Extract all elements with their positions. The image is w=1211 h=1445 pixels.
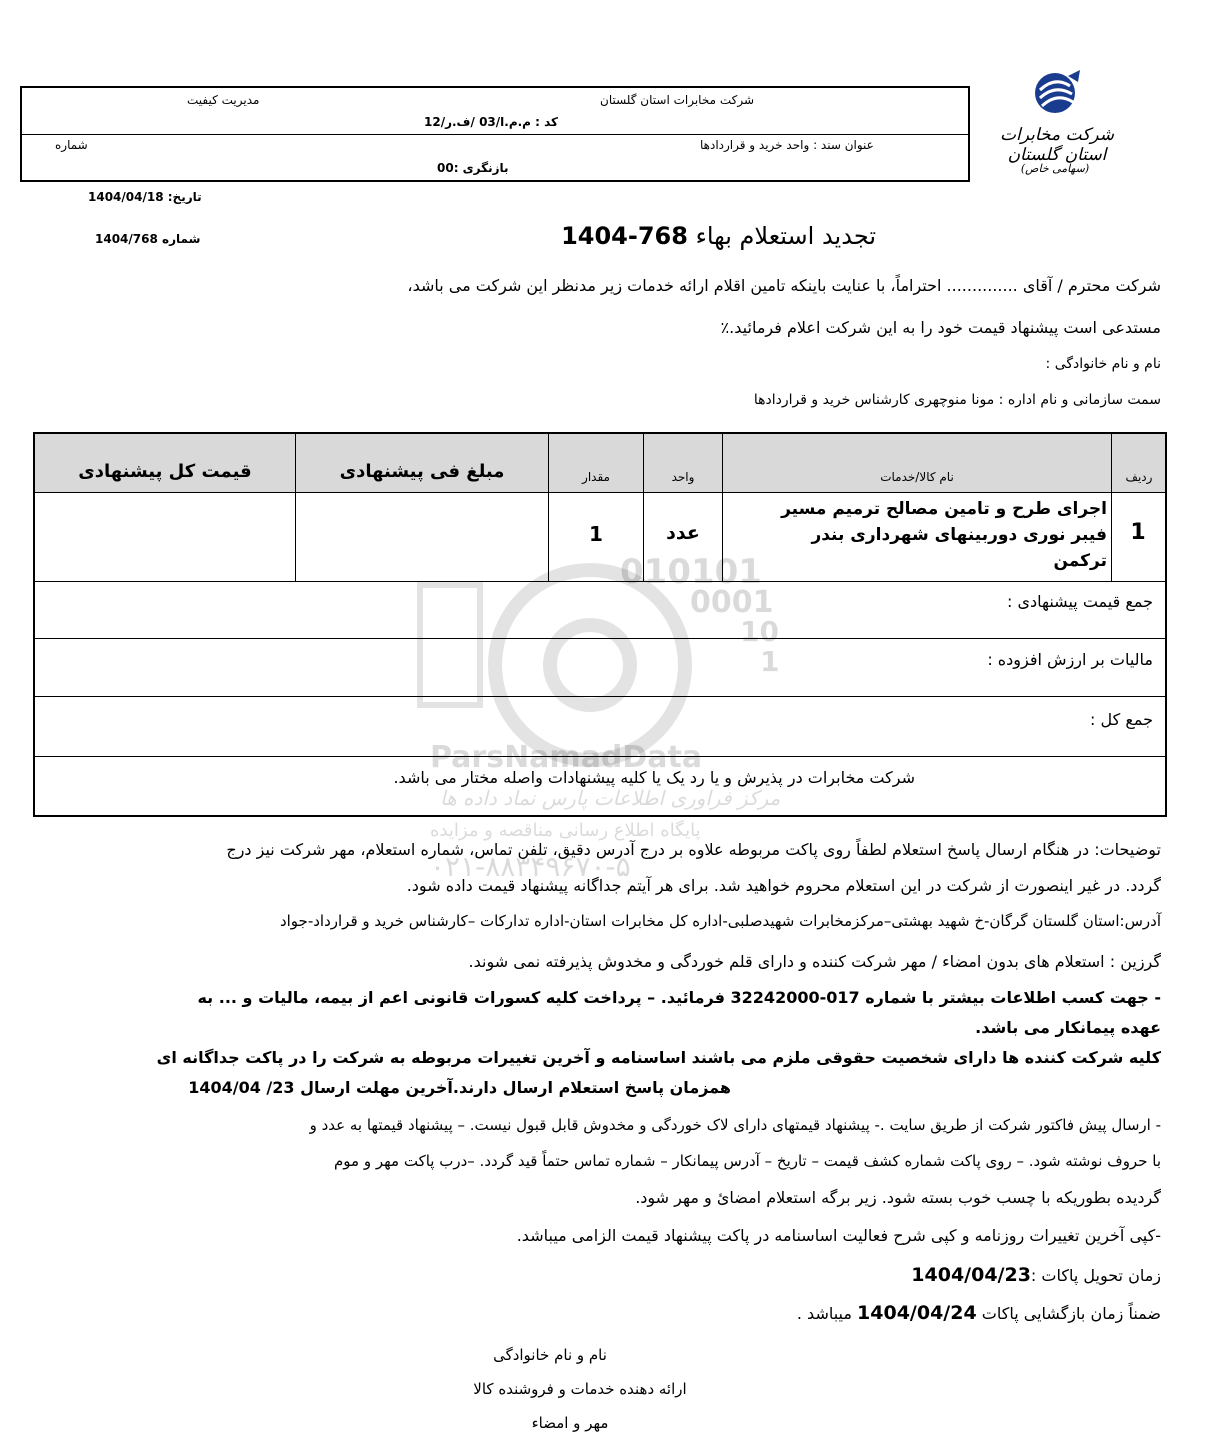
item-description [725, 496, 1107, 574]
watermark-digits-3: 10 [740, 615, 779, 648]
title-text: تجدید استعلام بهاء [695, 222, 876, 250]
item-description-line-3: ترکمن [1053, 551, 1107, 571]
row-number: 1 [1130, 520, 1146, 545]
document-subject: عنوان سند : واحد خرید و قراردادها [700, 138, 874, 152]
watermark-digits-1: 010101 [620, 552, 762, 592]
intro-line-2: مستدعی است پیشنهاد قیمت خود را به این شرکت اعلام فرمائید.٪ [720, 318, 1161, 337]
intro-line-1: شرکت محترم / آقای .............. احتراماً، با عنایت باینکه تامین اقلام ارائه خدمات زیر مدنظر این شرکت می باشد، [407, 276, 1161, 295]
col-header-unit-price: مبلغ فی پیشنهادی [339, 461, 505, 482]
note-1b: گردد. در غیر اینصورت از شرکت در این استعلام محروم خواهید شد. برای هر آیتم جداگانه پیشنهاد قیمت داده شود. [406, 876, 1161, 895]
item-qty: 1 [589, 522, 603, 546]
opening-time [797, 1302, 1161, 1324]
note-2b: گرزین : استعلام های بدون امضاء / مهر شرکت کننده و دارای قلم خوردگی و مخدوش پذیرفته نمی شوند. [468, 952, 1161, 971]
title-code: 768-1404 [561, 222, 688, 250]
company-name: شرکت مخابرات استان گلستان [600, 93, 754, 107]
total-price-field[interactable] [37, 494, 293, 580]
disclaimer: شرکت مخابرات در پذیرش و یا رد یک یا کلیه پیشنهادات واصله مختار می باشد. [393, 768, 915, 787]
price-inquiry-table [33, 432, 1167, 817]
reference-number: شماره 1404/768 [95, 232, 201, 246]
revision: بازنگری :00 [437, 161, 509, 175]
opening-date: 1404/04/24 [857, 1302, 977, 1324]
note-5c: گردیده بطوریکه با چسب خوب بسته شود. زیر برگه استعلام امضائ و مهر شود. [635, 1188, 1161, 1207]
logo-text: شرکت مخابرات استان گلستان [1000, 125, 1114, 165]
item-description-line-2: فیبر نوری دوربینهای شهرداری بندر [811, 525, 1107, 545]
col-header-unit: واحد [671, 470, 695, 484]
document-header-box [20, 86, 970, 182]
signature-stamp: مهر و امضاء [531, 1414, 609, 1432]
note-4b: همزمان پاسخ استعلام ارسال دارند.آخرین مهلت ارسال 23/ 1404/04 [188, 1078, 731, 1097]
number-label: شماره [55, 138, 88, 152]
col-header-qty: مقدار [582, 470, 610, 484]
vat-label: مالیات بر ارزش افزوده : [987, 650, 1153, 669]
watermark-brand: ParsNamadData [430, 740, 703, 775]
note-1a: توضیحات: در هنگام ارسال پاسخ استعلام لطفاً روی پاکت مربوطه علاوه بر درج آدرس دقیق، تلفن تماس، شماره استعلام، مهر شرکت نیز درج [226, 840, 1161, 859]
col-header-total-price: قیمت کل پیشنهادی [78, 461, 252, 482]
watermark-line-3: ۰۲۱-۸۸۳۴۹۶۷۰-۵ [430, 850, 631, 883]
department-name: مدیریت کیفیت [187, 93, 260, 107]
watermark-digits-4: 1 [760, 645, 780, 678]
watermark-line-2: پایگاه اطلاع رسانی مناقصه و مزایده [430, 820, 701, 841]
name-label: نام و نام خانوادگی : [1045, 356, 1161, 372]
note-6: -کپی آخرین تغییرات روزنامه و کپی شرح فعالیت اساسنامه در پاکت پیشنهاد قیمت الزامی میباشد. [516, 1226, 1161, 1245]
sum-label: جمع قیمت پیشنهادی : [1006, 592, 1153, 611]
item-unit: عدد [666, 522, 700, 544]
document-code: کد : م.م.ا/03 /ف.ر/12 [424, 115, 559, 129]
unit-price-field[interactable] [297, 494, 547, 580]
col-header-item: نام کالا/خدمات [880, 470, 954, 484]
delivery-time [911, 1264, 1161, 1286]
signature-name: نام و نام خانوادگی [493, 1346, 607, 1364]
watermark-digits-2: 0001 [690, 585, 774, 620]
page-title [561, 222, 876, 250]
delivery-date: 1404/04/23 [911, 1264, 1031, 1286]
note-2a: آدرس:استان گلستان گرگان-خ شهید بهشتی–مرکزمخابرات شهیدصلبی-اداره کل مخابرات استان-اداره تدارکات –کارشناس خرید و قرارداد-جواد [279, 912, 1161, 930]
opening-label: ضمناً زمان بازگشایی پاکات [981, 1304, 1161, 1323]
document-date: تاریخ: 1404/04/18 [88, 190, 202, 204]
position-line: سمت سازمانی و نام اداره : مونا منوچهری کارشناس خرید و قراردادها [753, 392, 1161, 408]
opening-suffix: میباشد . [796, 1304, 858, 1323]
item-description-line-1: اجرای طرح و تامین مصالح ترمیم مسیر [781, 499, 1107, 519]
note-4a: کلیه شرکت کننده ها دارای شخصیت حقوقی ملزم می باشند اساسنامه و آخرین تغییرات مربوطه به شرکت را در پاکت جداگانه ای [156, 1048, 1161, 1067]
grand-total-label: جمع کل : [1090, 710, 1153, 729]
note-3a: - جهت کسب اطلاعات بیشتر با شماره 017-32242000 فرمائید. – پرداخت کلیه کسورات قانونی اعم از بیمه، مالیات و ... به [197, 988, 1161, 1007]
note-5b: با حروف نوشته شود. – روی پاکت شماره کشف قیمت – تاریخ – آدرس پیمانکار – شماره تماس حتماً قید گردد. –درب پاکت مهر و موم [334, 1152, 1161, 1170]
note-5a: - ارسال پیش فاکتور شرکت از طریق سایت .- پیشنهاد قیمتهای دارای لاک خوردگی و مخدوش قابل قبول نیست. – پیشنهاد قیمتها به عدد و [309, 1116, 1161, 1134]
signature-role: ارائه دهنده خدمات و فروشنده کالا [473, 1380, 687, 1398]
logo-subtext: (سهامی خاص) [1020, 162, 1090, 175]
col-header-row: ردیف [1125, 470, 1153, 484]
delivery-label: زمان تحویل پاکات : [1030, 1266, 1161, 1285]
note-3b: عهده پیمانکار می باشد. [975, 1018, 1161, 1037]
watermark-line-1: مرکز فراوری اطلاعات پارس نماد داده ها [440, 786, 781, 810]
